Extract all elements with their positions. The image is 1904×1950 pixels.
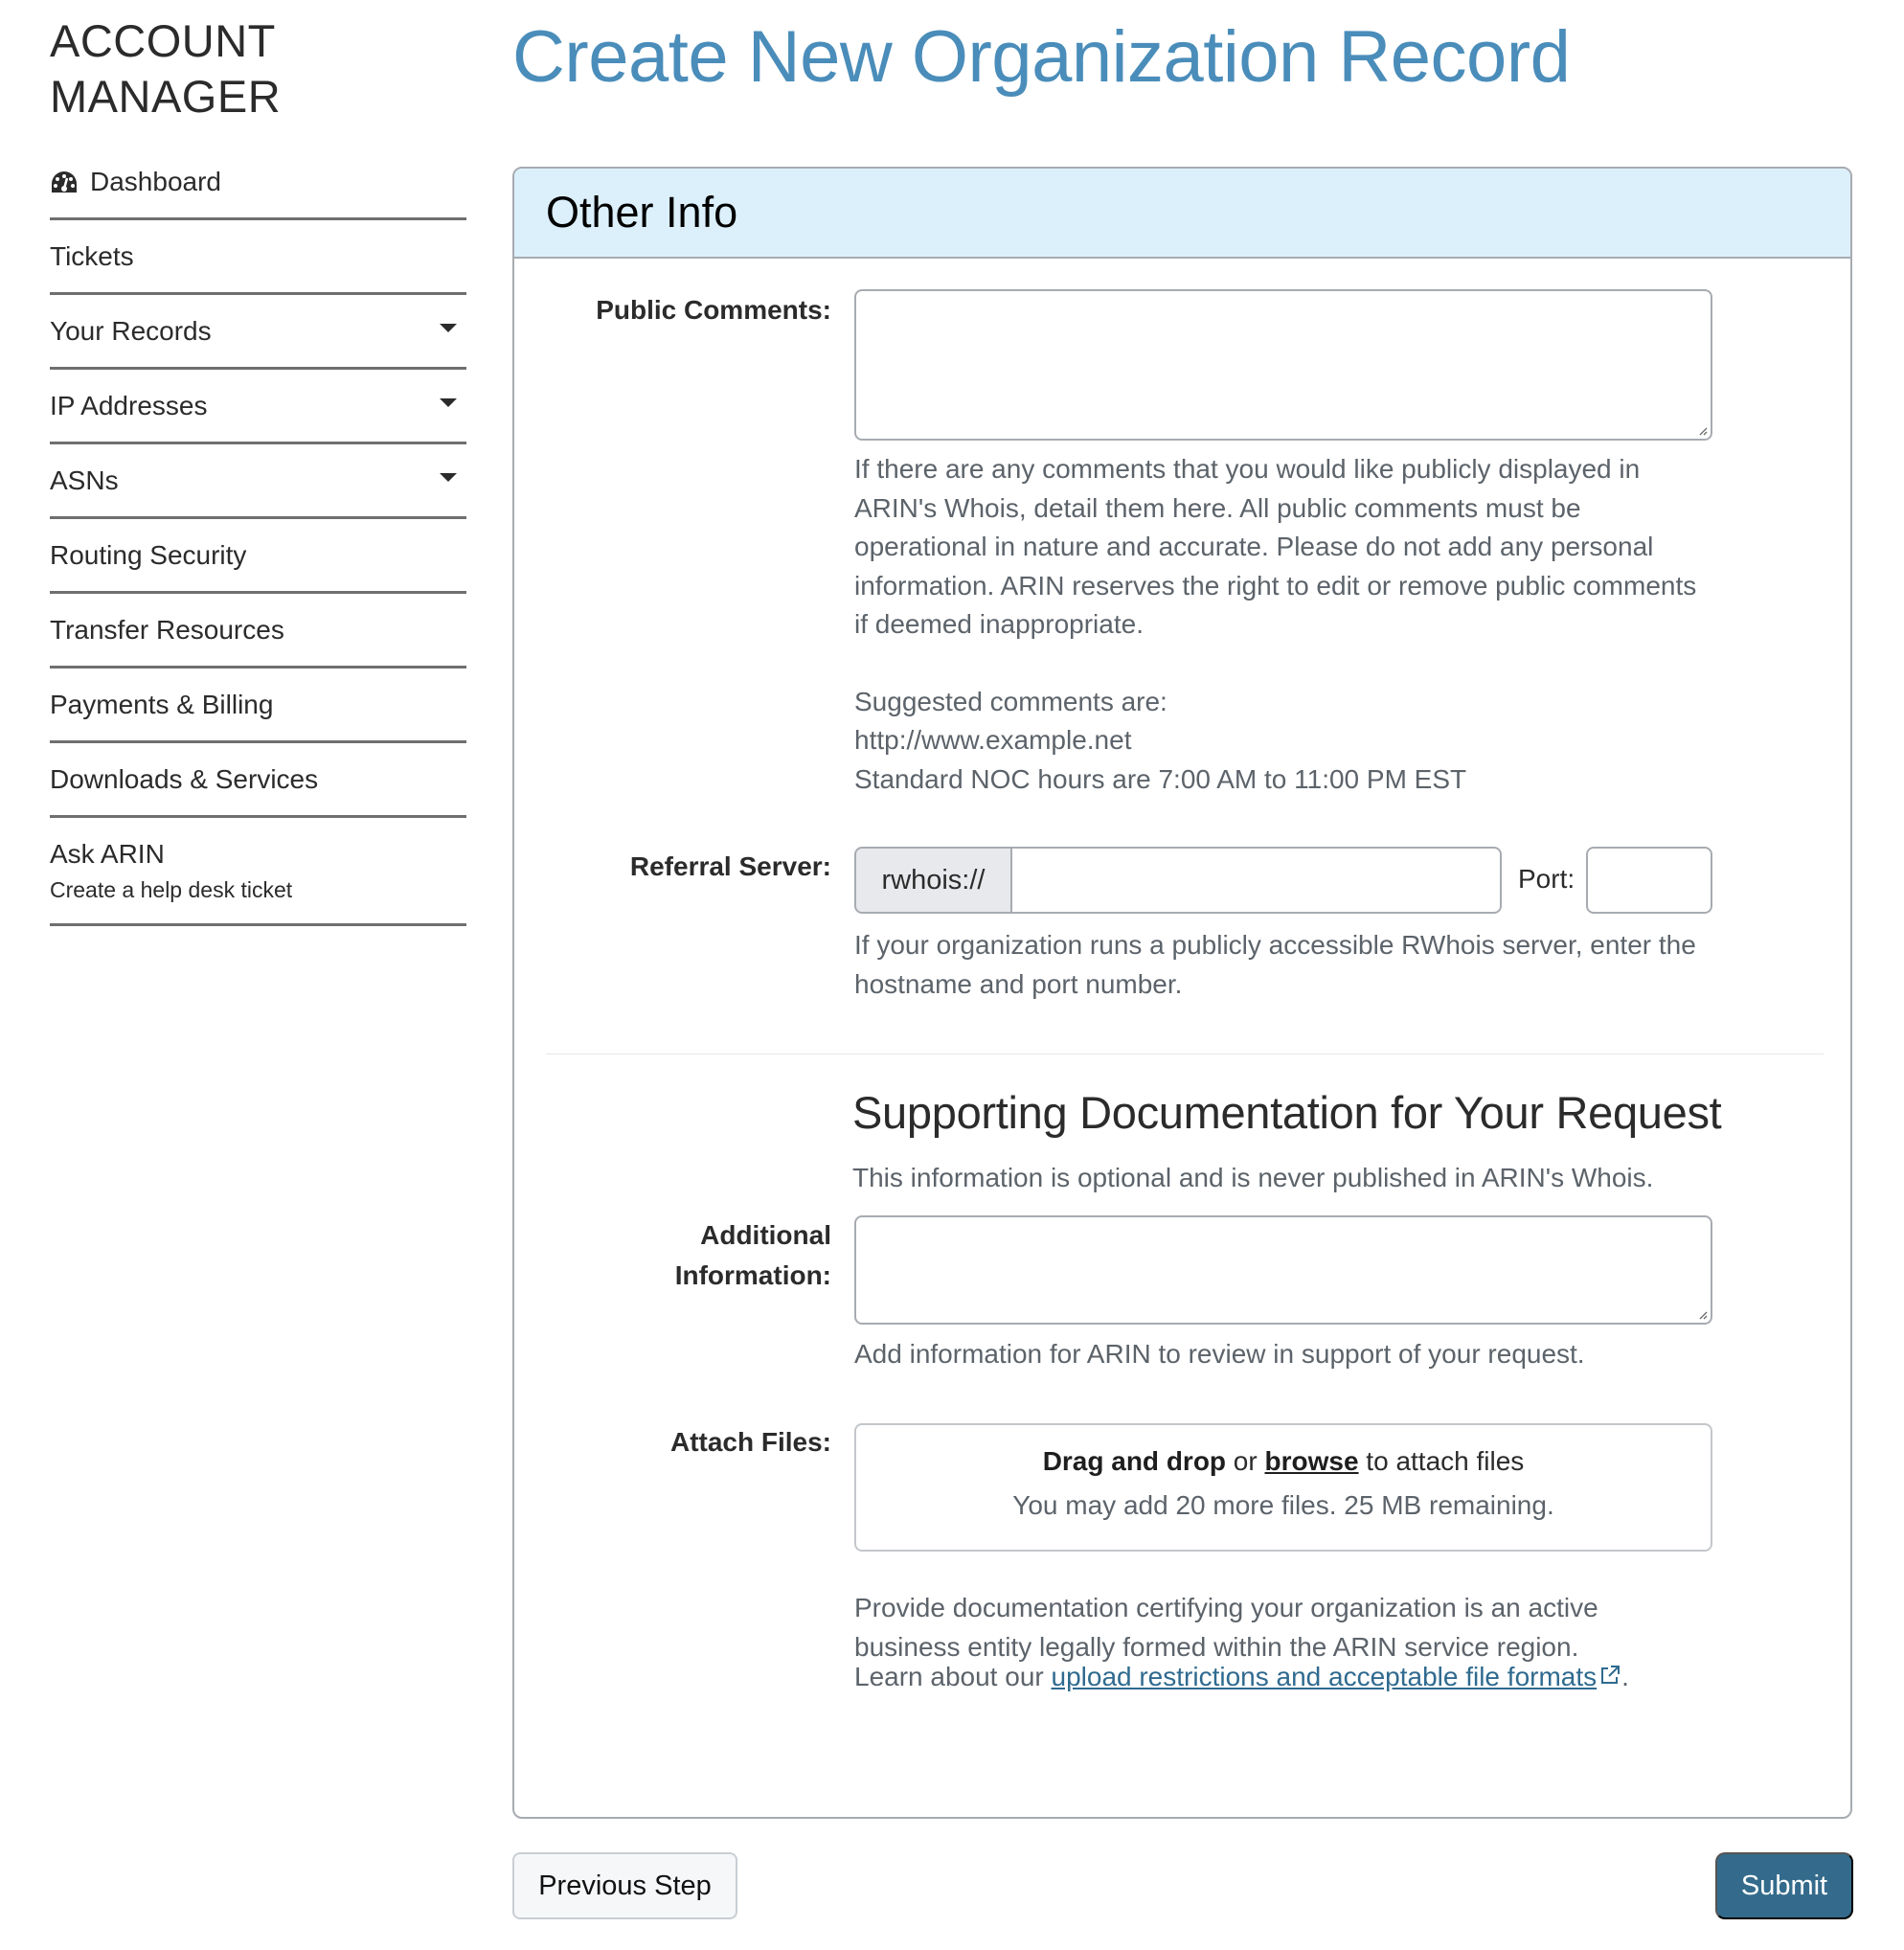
public-comments-help [854,450,1716,799]
chevron-down-icon [440,473,457,482]
sidebar-item-label: Tickets [50,240,134,271]
sidebar-item-label: Transfer Resources [50,614,284,645]
additional-information-help: Add information for ARIN to review in support of your request. [854,1339,1585,1369]
sidebar-item-label: Routing Security [50,539,247,570]
sidebar-item-asns[interactable] [50,444,466,519]
sidebar-item-label: Payments & Billing [50,689,274,719]
rwhois-prefix: rwhois:// [854,847,1011,914]
sidebar-item-label: Dashboard [90,166,221,196]
referral-server-group [854,847,1502,914]
suggested-comment-2: Standard NOC hours are 7:00 AM to 11:00 PM EST [854,763,1467,794]
port-input[interactable] [1586,847,1712,914]
learn-suffix: . [1621,1662,1629,1691]
page-title: Create New Organization Record [512,16,1571,98]
dropzone-or: or [1226,1446,1265,1476]
suggested-comment-1: http://www.example.net [854,725,1132,755]
additional-information-textarea[interactable] [854,1215,1712,1325]
resize-grip-icon[interactable] [1696,1308,1708,1320]
sidebar-item-routing-security[interactable] [50,519,466,594]
suggested-comments-heading: Suggested comments are: [854,686,1167,716]
sidebar-item-ask-arin[interactable] [50,818,466,926]
sidebar-item-tickets[interactable] [50,220,466,295]
resize-grip-icon[interactable] [1696,424,1708,436]
sidebar-item-sublabel: Create a help desk ticket [50,876,293,902]
supporting-docs-title: Supporting Documentation for Your Request [852,1087,1722,1138]
supporting-docs-subtitle: This information is optional and is never published in ARIN's Whois. [852,1163,1654,1192]
other-info-card [512,167,1852,1819]
sidebar-item-dashboard[interactable] [50,146,466,220]
learn-prefix: Learn about our [854,1662,1052,1691]
sidebar-nav [50,146,466,926]
chevron-down-icon [440,398,457,407]
submit-button[interactable]: Submit [1715,1852,1853,1919]
dropzone-bold: Drag and drop [1042,1446,1227,1476]
sidebar-item-downloads-services[interactable] [50,743,466,818]
sidebar-item-transfer-resources[interactable] [50,594,466,669]
port-label: Port: [1518,864,1575,894]
dashboard-gauge-icon [50,170,79,194]
browse-link[interactable]: browse [1264,1446,1359,1476]
dropzone-instructions [856,1446,1711,1477]
public-comments-help-text: If there are any comments that you would like publicly displayed in ARIN's Whois, detail them here. All public comments must be operational in nature and accurate. Please do not add any personal information. ARIN reserves the right to edit or remove public comments if deemed inappropriate. [854,454,1697,639]
sidebar-item-payments-billing[interactable] [50,669,466,743]
card-header: Other Info [514,169,1850,259]
additional-label-line-1: Additional [700,1220,831,1250]
public-comments-textarea[interactable] [854,289,1712,441]
additional-label-line-2: Information: [674,1260,831,1290]
app-brand [50,13,281,125]
brand-line-1: ACCOUNT [50,15,276,66]
upload-restrictions-help [854,1658,1774,1697]
sidebar-item-label: ASNs [50,465,119,495]
sidebar-item-ip-addresses[interactable] [50,370,466,444]
sidebar-item-label: Downloads & Services [50,763,319,794]
sidebar-item-label: Ask ARIN [50,838,165,869]
dropzone-tail: to attach files [1358,1446,1525,1476]
additional-information-label [514,1215,831,1296]
sidebar-item-your-records[interactable] [50,295,466,370]
file-dropzone[interactable] [854,1423,1712,1552]
brand-line-2: MANAGER [50,71,282,122]
referral-server-input[interactable] [1011,847,1502,914]
chevron-down-icon [440,324,457,332]
attach-files-label: Attach Files: [669,1427,831,1457]
referral-server-label: Referral Server: [629,851,831,881]
dropzone-limits: You may add 20 more files. 25 MB remaining. [1012,1490,1554,1520]
external-link-icon [1598,1664,1621,1687]
sidebar-item-label: Your Records [50,315,212,346]
sidebar-item-label: IP Addresses [50,390,208,420]
referral-server-help: If your organization runs a publicly accessible RWhois server, enter the hostname and port number. [854,930,1696,999]
documentation-help: Provide documentation certifying your organization is an active business entity legally formed within the ARIN service region. [854,1593,1598,1662]
previous-step-button[interactable]: Previous Step [512,1852,737,1919]
public-comments-label: Public Comments: [596,295,831,325]
upload-restrictions-link[interactable]: upload restrictions and acceptable file formats [1051,1662,1598,1691]
